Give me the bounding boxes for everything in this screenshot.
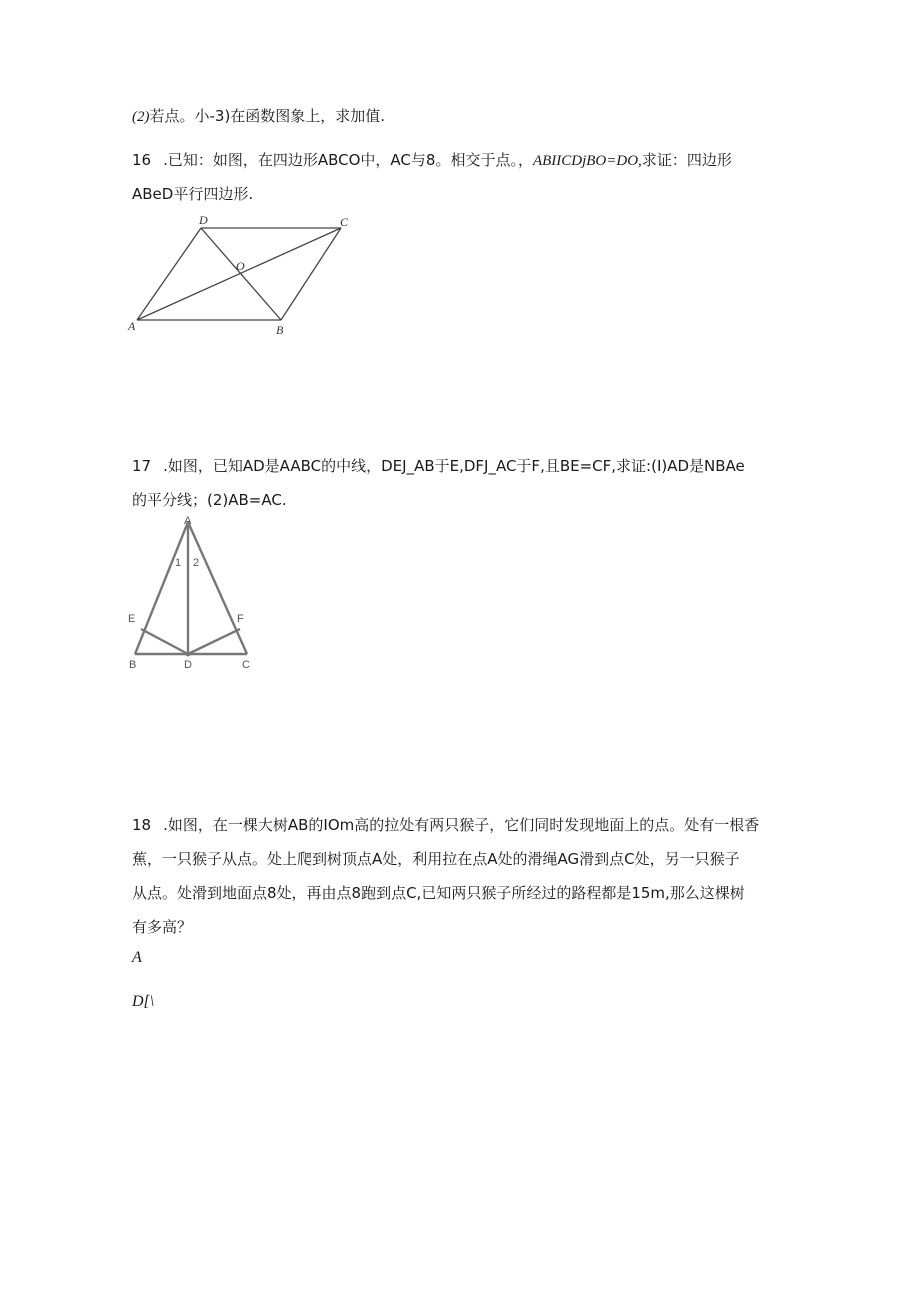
q17-side-ab <box>135 522 188 654</box>
q18-line2: 蕉，一只猴子从点。处上爬到树顶点A处，利用拉在点A处的滑绳AG滑到点C处，另一只猴子 <box>132 850 740 868</box>
q18-line3: 从点。处滑到地面点8处，再由点8跑到点C,已知两只猴子所经过的路程都是15m,那么这棵树 <box>132 884 745 902</box>
q16-line2: ABeD平行四边形. <box>132 185 254 203</box>
q17-text: .如图，已知AD是AABC的中线，DEJ_AB于E,DFJ_AC于F,且BE=CF,求证:(I)AD是NBAe <box>163 457 745 475</box>
q15-part2 <box>132 106 385 127</box>
q17-number: 17 <box>132 457 152 475</box>
q16-condition: ABIICDjBO=DO, <box>532 153 642 169</box>
q16-label-o: O <box>236 259 245 273</box>
q17-label-angle1: 1 <box>175 557 182 569</box>
q16-text-tail: 求证：四边形 <box>641 151 732 169</box>
q17-line2: 的平分线；(2)AB=AC. <box>132 491 287 509</box>
q16-number: 16 <box>132 151 152 169</box>
q18-text: .如图，在一棵大树AB的IOm高的拉处有两只猴子，它们同时发现地面上的点。处有一根香 <box>163 816 760 834</box>
q15-part2-number: (2) <box>132 109 150 125</box>
q17-label-d: D <box>184 659 192 671</box>
q17-figure-triangle <box>125 516 265 676</box>
q16-line1 <box>132 150 732 171</box>
q17-label-a: A <box>184 515 192 527</box>
q17-label-angle2: 2 <box>193 557 200 569</box>
q16-label-b: B <box>276 323 284 337</box>
q17-perpendicular-de <box>141 629 188 654</box>
q16-figure-parallelogram <box>125 212 365 342</box>
q18-line1 <box>132 815 759 835</box>
q16-diagonal-bd <box>201 228 281 320</box>
q18-figure-label-d: D[\ <box>132 993 155 1010</box>
q16-label-a: A <box>128 319 136 333</box>
q18-figure-label-a: A <box>132 949 142 966</box>
q17-perpendicular-df <box>188 629 240 654</box>
q17-point-d <box>186 652 191 657</box>
q17-side-ac <box>188 522 247 654</box>
q16-label-c: C <box>340 215 349 229</box>
q17-label-e: E <box>128 613 136 625</box>
q17-line1 <box>132 456 745 476</box>
q15-part2-text: 若点。小-3)在函数图象上，求加值. <box>149 107 386 125</box>
q18-number: 18 <box>132 816 152 834</box>
q18-line4: 有多高？ <box>132 918 193 936</box>
q17-label-b: B <box>129 659 137 671</box>
q16-label-d: D <box>199 213 208 227</box>
q16-text: .已知：如图，在四边形ABCO中，AC与8。相交于点。， <box>163 151 533 169</box>
q17-label-f: F <box>237 613 244 625</box>
q17-label-c: C <box>242 659 250 671</box>
